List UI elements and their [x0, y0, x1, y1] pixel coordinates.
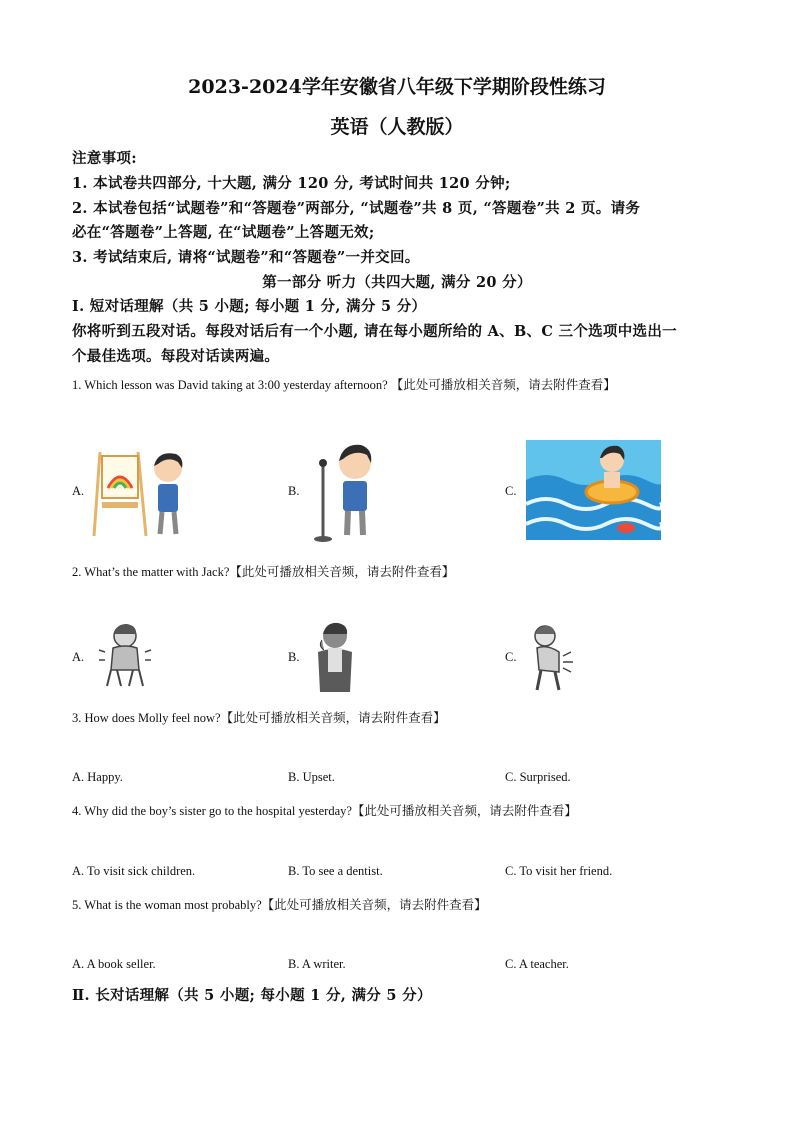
section-1-instruction-line-2: 个最佳选项。每段对话读两遍。	[72, 348, 280, 365]
question-5-option-a: A. A book seller.	[72, 957, 156, 971]
section-1-instruction-line-1: 你将听到五段对话。每段对话后有一个小题, 请在每小题所给的 A、B、C 三个选项中选出一	[72, 323, 677, 340]
question-5-text: 5. What is the woman most probably?【此处可播放相关音频，请去附件查看】	[72, 898, 487, 912]
painting-boy-image	[88, 440, 193, 540]
question-3-option-c: C. Surprised.	[505, 770, 571, 784]
question-2-option-c: C.	[505, 650, 517, 664]
cold-boy-image	[95, 620, 155, 690]
singing-boy-image	[305, 435, 390, 545]
question-4-option-a: A. To visit sick children.	[72, 864, 196, 878]
notice-item-2-line-2: 必在“答题卷”上答题, 在“试题卷”上答题无效;	[72, 224, 375, 241]
question-5-option-b: B. A writer.	[288, 957, 346, 971]
backache-man-image	[525, 622, 580, 694]
headache-boy-image	[310, 620, 360, 695]
question-3-option-a: A. Happy.	[72, 770, 123, 784]
question-3-text: 3. How does Molly feel now?【此处可播放相关音频，请去附件查看】	[72, 711, 446, 725]
section-1-heading: I. 短对话理解（共 5 小题; 每小题 1 分, 满分 5 分）	[72, 298, 427, 315]
notice-item-3: 3. 考试结束后, 请将“试题卷”和“答题卷”一并交回。	[72, 249, 420, 266]
swimming-boy-image	[526, 440, 661, 540]
section-2-heading: Ⅱ. 长对话理解（共 5 小题; 每小题 1 分, 满分 5 分）	[72, 987, 432, 1004]
notice-heading: 注意事项:	[72, 150, 137, 167]
question-1-option-a: A.	[72, 484, 85, 498]
question-2-text: 2. What’s the matter with Jack?【此处可播放相关音频，请去附件查看】	[72, 565, 455, 579]
question-2-option-b: B.	[288, 650, 300, 664]
question-4-option-b: B. To see a dentist.	[288, 864, 383, 878]
page-subtitle: 英语（人教版）	[330, 116, 464, 138]
question-1-text: 1. Which lesson was David taking at 3:00 yesterday afternoon? 【此处可播放相关音频，请去附件查看】	[72, 378, 616, 392]
notice-item-1: 1. 本试卷共四部分, 十大题, 满分 120 分, 考试时间共 120 分钟;	[72, 175, 511, 192]
question-1-option-b: B.	[288, 484, 300, 498]
question-4-option-c: C. To visit her friend.	[505, 864, 613, 878]
question-4-text: 4. Why did the boy’s sister go to the hospital yesterday?【此处可播放相关音频，请去附件查看】	[72, 804, 577, 818]
question-3-option-b: B. Upset.	[288, 770, 335, 784]
page-title: 2023-2024学年安徽省八年级下学期阶段性练习	[188, 76, 606, 98]
question-2-option-a: A.	[72, 650, 85, 664]
question-1-option-c: C.	[505, 484, 517, 498]
part-1-heading: 第一部分 听力（共四大题, 满分 20 分）	[262, 274, 532, 291]
question-5-option-c: C. A teacher.	[505, 957, 569, 971]
notice-item-2-line-1: 2. 本试卷包括“试题卷”和“答题卷”两部分, “试题卷”共 8 页, “答题卷”共 2 页。请务	[72, 200, 641, 217]
